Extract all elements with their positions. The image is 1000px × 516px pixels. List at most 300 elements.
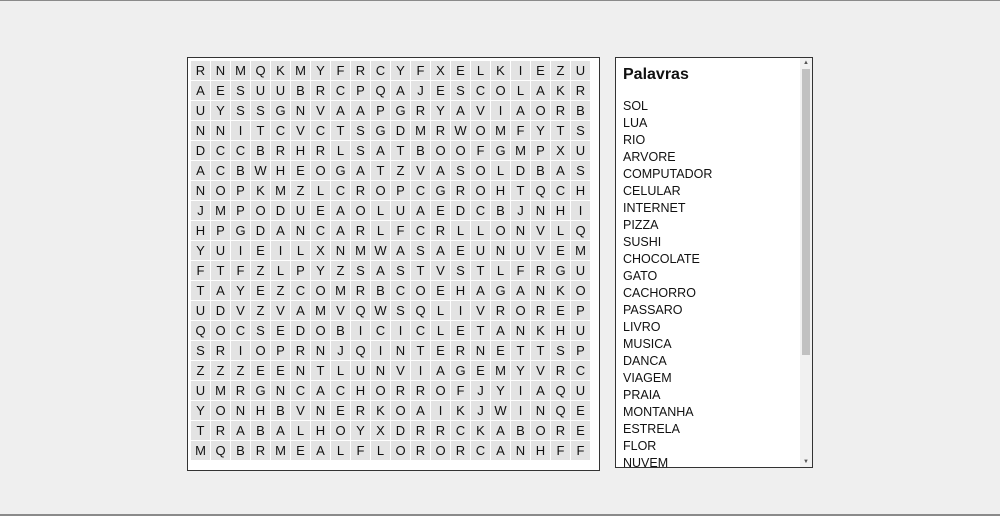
grid-cell[interactable]: V [471, 301, 490, 320]
grid-cell[interactable]: R [351, 401, 370, 420]
grid-cell[interactable]: G [491, 141, 510, 160]
grid-cell[interactable]: S [191, 341, 210, 360]
grid-cell[interactable]: V [391, 361, 410, 380]
grid-cell[interactable]: F [331, 61, 350, 80]
grid-cell[interactable]: A [491, 441, 510, 460]
grid-cell[interactable]: Z [271, 281, 290, 300]
grid-cell[interactable]: V [531, 241, 550, 260]
grid-cell[interactable]: R [411, 101, 430, 120]
grid-cell[interactable]: R [411, 421, 430, 440]
grid-cell[interactable]: R [571, 81, 590, 100]
grid-cell[interactable]: N [391, 341, 410, 360]
grid-cell[interactable]: L [331, 141, 350, 160]
grid-cell[interactable]: Y [351, 421, 370, 440]
grid-cell[interactable]: L [511, 81, 530, 100]
grid-cell[interactable]: I [571, 201, 590, 220]
grid-cell[interactable]: S [551, 341, 570, 360]
grid-cell[interactable]: A [351, 161, 370, 180]
grid-cell[interactable]: O [451, 141, 470, 160]
grid-cell[interactable]: T [411, 341, 430, 360]
grid-cell[interactable]: S [571, 161, 590, 180]
grid-cell[interactable]: E [291, 161, 310, 180]
grid-cell[interactable]: M [271, 181, 290, 200]
grid-cell[interactable]: N [191, 181, 210, 200]
grid-cell[interactable]: P [351, 81, 370, 100]
grid-cell[interactable]: O [211, 321, 230, 340]
grid-cell[interactable]: U [251, 81, 270, 100]
grid-cell[interactable]: H [551, 321, 570, 340]
grid-cell[interactable]: Z [211, 361, 230, 380]
grid-cell[interactable]: K [451, 401, 470, 420]
grid-cell[interactable]: E [551, 301, 570, 320]
grid-cell[interactable]: E [491, 341, 510, 360]
grid-cell[interactable]: R [191, 61, 210, 80]
grid-cell[interactable]: S [351, 121, 370, 140]
grid-cell[interactable]: D [291, 321, 310, 340]
grid-cell[interactable]: A [331, 101, 350, 120]
grid-cell[interactable]: Z [551, 61, 570, 80]
grid-cell[interactable]: Y [211, 101, 230, 120]
grid-cell[interactable]: Y [311, 261, 330, 280]
grid-cell[interactable]: A [271, 221, 290, 240]
grid-cell[interactable]: M [331, 281, 350, 300]
grid-cell[interactable]: R [211, 341, 230, 360]
grid-cell[interactable]: E [451, 241, 470, 260]
grid-cell[interactable]: A [391, 241, 410, 260]
grid-cell[interactable]: Q [411, 301, 430, 320]
grid-cell[interactable]: O [411, 281, 430, 300]
grid-cell[interactable]: A [491, 321, 510, 340]
grid-cell[interactable]: K [551, 81, 570, 100]
grid-cell[interactable]: R [451, 441, 470, 460]
grid-cell[interactable]: O [511, 301, 530, 320]
grid-cell[interactable]: E [471, 361, 490, 380]
grid-cell[interactable]: O [391, 441, 410, 460]
grid-cell[interactable]: I [231, 241, 250, 260]
grid-cell[interactable]: E [271, 321, 290, 340]
grid-cell[interactable]: O [311, 161, 330, 180]
grid-cell[interactable]: O [471, 161, 490, 180]
grid-cell[interactable]: A [351, 101, 370, 120]
grid-cell[interactable]: D [391, 421, 410, 440]
grid-cell[interactable]: V [471, 101, 490, 120]
grid-cell[interactable]: E [531, 61, 550, 80]
grid-cell[interactable]: F [471, 141, 490, 160]
grid-cell[interactable]: N [291, 361, 310, 380]
grid-cell[interactable]: Q [571, 221, 590, 240]
grid-cell[interactable]: L [431, 301, 450, 320]
grid-cell[interactable]: A [511, 101, 530, 120]
grid-cell[interactable]: R [351, 61, 370, 80]
grid-cell[interactable]: C [211, 141, 230, 160]
grid-cell[interactable]: K [371, 401, 390, 420]
grid-cell[interactable]: G [331, 161, 350, 180]
grid-cell[interactable]: H [451, 281, 470, 300]
grid-cell[interactable]: W [251, 161, 270, 180]
grid-cell[interactable]: O [251, 341, 270, 360]
grid-cell[interactable]: V [411, 161, 430, 180]
grid-cell[interactable]: P [211, 221, 230, 240]
grid-cell[interactable]: R [251, 441, 270, 460]
grid-cell[interactable]: E [431, 341, 450, 360]
grid-cell[interactable]: R [411, 441, 430, 460]
grid-cell[interactable]: U [351, 361, 370, 380]
grid-cell[interactable]: W [451, 121, 470, 140]
grid-cell[interactable]: L [291, 421, 310, 440]
grid-cell[interactable]: S [451, 81, 470, 100]
grid-cell[interactable]: Z [331, 261, 350, 280]
grid-cell[interactable]: R [351, 221, 370, 240]
grid-cell[interactable]: C [311, 221, 330, 240]
grid-cell[interactable]: J [331, 341, 350, 360]
grid-cell[interactable]: M [571, 241, 590, 260]
grid-cell[interactable]: B [231, 161, 250, 180]
grid-cell[interactable]: D [511, 161, 530, 180]
grid-cell[interactable]: O [351, 201, 370, 220]
grid-cell[interactable]: P [271, 341, 290, 360]
grid-cell[interactable]: F [571, 441, 590, 460]
grid-cell[interactable]: T [531, 341, 550, 360]
grid-cell[interactable]: E [251, 361, 270, 380]
grid-cell[interactable]: A [391, 81, 410, 100]
grid-cell[interactable]: B [271, 401, 290, 420]
grid-cell[interactable]: R [311, 81, 330, 100]
grid-cell[interactable]: S [231, 101, 250, 120]
grid-cell[interactable]: L [371, 201, 390, 220]
grid-cell[interactable]: A [311, 381, 330, 400]
grid-cell[interactable]: L [371, 221, 390, 240]
grid-cell[interactable]: I [351, 321, 370, 340]
grid-cell[interactable]: C [311, 121, 330, 140]
grid-cell[interactable]: N [231, 401, 250, 420]
grid-cell[interactable]: U [191, 381, 210, 400]
grid-cell[interactable]: A [291, 301, 310, 320]
grid-cell[interactable]: O [431, 381, 450, 400]
grid-cell[interactable]: A [371, 141, 390, 160]
grid-cell[interactable]: A [551, 161, 570, 180]
grid-cell[interactable]: C [571, 361, 590, 380]
grid-cell[interactable]: O [531, 421, 550, 440]
grid-cell[interactable]: E [431, 81, 450, 100]
grid-cell[interactable]: F [511, 121, 530, 140]
grid-cell[interactable]: A [451, 101, 470, 120]
grid-cell[interactable]: C [471, 81, 490, 100]
grid-cell[interactable]: Y [191, 241, 210, 260]
grid-cell[interactable]: G [271, 101, 290, 120]
grid-cell[interactable]: R [551, 421, 570, 440]
grid-cell[interactable]: C [211, 161, 230, 180]
grid-cell[interactable]: H [291, 141, 310, 160]
grid-cell[interactable]: K [471, 421, 490, 440]
grid-cell[interactable]: I [391, 321, 410, 340]
grid-cell[interactable]: B [531, 161, 550, 180]
grid-cell[interactable]: C [331, 81, 350, 100]
grid-cell[interactable]: V [231, 301, 250, 320]
grid-cell[interactable]: G [451, 361, 470, 380]
grid-cell[interactable]: I [231, 121, 250, 140]
grid-cell[interactable]: L [451, 221, 470, 240]
grid-cell[interactable]: U [291, 201, 310, 220]
grid-cell[interactable]: R [451, 341, 470, 360]
grid-cell[interactable]: X [311, 241, 330, 260]
grid-cell[interactable]: C [331, 181, 350, 200]
grid-cell[interactable]: C [411, 221, 430, 240]
grid-cell[interactable]: U [191, 301, 210, 320]
grid-cell[interactable]: S [451, 261, 470, 280]
grid-cell[interactable]: B [511, 421, 530, 440]
grid-cell[interactable]: O [471, 181, 490, 200]
grid-cell[interactable]: I [411, 361, 430, 380]
grid-cell[interactable]: G [551, 261, 570, 280]
grid-cell[interactable]: A [371, 261, 390, 280]
grid-cell[interactable]: O [431, 441, 450, 460]
grid-cell[interactable]: T [551, 121, 570, 140]
grid-cell[interactable]: T [211, 261, 230, 280]
grid-cell[interactable]: A [331, 221, 350, 240]
grid-cell[interactable]: P [231, 181, 250, 200]
grid-cell[interactable]: A [271, 421, 290, 440]
grid-cell[interactable]: T [471, 261, 490, 280]
grid-cell[interactable]: A [411, 201, 430, 220]
grid-cell[interactable]: V [291, 401, 310, 420]
grid-cell[interactable]: I [271, 241, 290, 260]
grid-cell[interactable]: X [371, 421, 390, 440]
grid-cell[interactable]: Q [551, 401, 570, 420]
grid-cell[interactable]: R [531, 301, 550, 320]
grid-cell[interactable]: Z [391, 161, 410, 180]
grid-cell[interactable]: K [531, 321, 550, 340]
grid-cell[interactable]: B [331, 321, 350, 340]
grid-cell[interactable]: F [451, 381, 470, 400]
grid-cell[interactable]: I [451, 301, 470, 320]
grid-cell[interactable]: U [511, 241, 530, 260]
grid-cell[interactable]: F [391, 221, 410, 240]
grid-cell[interactable]: N [531, 201, 550, 220]
grid-cell[interactable]: Q [551, 381, 570, 400]
grid-cell[interactable]: P [531, 141, 550, 160]
grid-cell[interactable]: M [351, 241, 370, 260]
grid-cell[interactable]: E [251, 241, 270, 260]
grid-cell[interactable]: B [251, 421, 270, 440]
grid-cell[interactable]: V [291, 121, 310, 140]
grid-cell[interactable]: L [331, 361, 350, 380]
grid-cell[interactable]: U [571, 261, 590, 280]
grid-cell[interactable]: V [311, 101, 330, 120]
grid-cell[interactable]: B [411, 141, 430, 160]
grid-cell[interactable]: R [451, 181, 470, 200]
grid-cell[interactable]: A [511, 281, 530, 300]
grid-cell[interactable]: O [391, 401, 410, 420]
grid-cell[interactable]: P [571, 301, 590, 320]
grid-cell[interactable]: Q [191, 321, 210, 340]
grid-cell[interactable]: D [191, 141, 210, 160]
grid-cell[interactable]: N [291, 221, 310, 240]
grid-cell[interactable]: O [571, 281, 590, 300]
grid-cell[interactable]: H [311, 421, 330, 440]
grid-cell[interactable]: R [431, 221, 450, 240]
grid-cell[interactable]: S [391, 261, 410, 280]
grid-cell[interactable]: J [191, 201, 210, 220]
grid-cell[interactable]: D [211, 301, 230, 320]
grid-cell[interactable]: M [211, 201, 230, 220]
grid-cell[interactable]: O [471, 121, 490, 140]
grid-cell[interactable]: K [271, 61, 290, 80]
grid-cell[interactable]: B [291, 81, 310, 100]
grid-cell[interactable]: P [371, 101, 390, 120]
grid-cell[interactable]: V [531, 221, 550, 240]
grid-cell[interactable]: L [431, 321, 450, 340]
grid-cell[interactable]: H [551, 201, 570, 220]
grid-cell[interactable]: W [371, 241, 390, 260]
grid-cell[interactable]: E [291, 441, 310, 460]
grid-cell[interactable]: J [511, 201, 530, 220]
grid-cell[interactable]: L [471, 221, 490, 240]
grid-cell[interactable]: L [311, 181, 330, 200]
grid-cell[interactable]: H [271, 161, 290, 180]
grid-cell[interactable]: U [571, 61, 590, 80]
grid-cell[interactable]: U [391, 201, 410, 220]
grid-cell[interactable]: N [531, 401, 550, 420]
grid-cell[interactable]: Z [251, 261, 270, 280]
grid-cell[interactable]: N [311, 401, 330, 420]
grid-cell[interactable]: O [211, 401, 230, 420]
grid-cell[interactable]: O [531, 101, 550, 120]
grid-cell[interactable]: N [491, 241, 510, 260]
grid-cell[interactable]: A [331, 201, 350, 220]
grid-cell[interactable]: T [311, 361, 330, 380]
grid-cell[interactable]: V [271, 301, 290, 320]
grid-cell[interactable]: Y [431, 101, 450, 120]
grid-cell[interactable]: V [331, 301, 350, 320]
grid-cell[interactable]: E [571, 421, 590, 440]
grid-cell[interactable]: O [491, 221, 510, 240]
grid-cell[interactable]: A [491, 421, 510, 440]
grid-cell[interactable]: J [471, 401, 490, 420]
grid-cell[interactable]: B [231, 441, 250, 460]
grid-cell[interactable]: R [531, 261, 550, 280]
grid-cell[interactable]: S [391, 301, 410, 320]
grid-cell[interactable]: Y [491, 381, 510, 400]
grid-cell[interactable]: E [451, 321, 470, 340]
grid-cell[interactable]: T [511, 341, 530, 360]
grid-cell[interactable]: I [511, 61, 530, 80]
grid-cell[interactable]: E [211, 81, 230, 100]
grid-cell[interactable]: A [531, 381, 550, 400]
grid-cell[interactable]: L [471, 61, 490, 80]
grid-cell[interactable]: Y [311, 61, 330, 80]
grid-cell[interactable]: L [271, 261, 290, 280]
grid-cell[interactable]: S [351, 261, 370, 280]
grid-cell[interactable]: N [371, 361, 390, 380]
grid-cell[interactable]: B [251, 141, 270, 160]
scrollbar-thumb[interactable] [802, 69, 810, 355]
grid-cell[interactable]: C [231, 321, 250, 340]
grid-cell[interactable]: J [411, 81, 430, 100]
grid-cell[interactable]: A [231, 421, 250, 440]
grid-cell[interactable]: G [391, 101, 410, 120]
grid-cell[interactable]: G [371, 121, 390, 140]
grid-cell[interactable]: O [311, 321, 330, 340]
grid-cell[interactable]: E [251, 281, 270, 300]
grid-cell[interactable]: T [331, 121, 350, 140]
grid-cell[interactable]: D [391, 121, 410, 140]
grid-cell[interactable]: M [271, 441, 290, 460]
grid-cell[interactable]: H [351, 381, 370, 400]
grid-cell[interactable]: O [371, 181, 390, 200]
grid-cell[interactable]: R [551, 101, 570, 120]
grid-cell[interactable]: D [271, 201, 290, 220]
scroll-down-icon[interactable]: ▼ [803, 459, 809, 465]
grid-cell[interactable]: C [291, 381, 310, 400]
grid-cell[interactable]: N [511, 441, 530, 460]
word-list-panel[interactable] [615, 57, 813, 468]
grid-cell[interactable]: H [191, 221, 210, 240]
grid-cell[interactable]: N [211, 61, 230, 80]
grid-cell[interactable]: N [331, 241, 350, 260]
grid-cell[interactable]: I [491, 101, 510, 120]
grid-cell[interactable]: U [271, 81, 290, 100]
grid-cell[interactable]: N [191, 121, 210, 140]
grid-cell[interactable]: C [411, 181, 430, 200]
grid-cell[interactable]: R [431, 421, 450, 440]
grid-cell[interactable]: V [531, 361, 550, 380]
grid-cell[interactable]: S [351, 141, 370, 160]
grid-cell[interactable]: X [551, 141, 570, 160]
grid-cell[interactable]: B [491, 201, 510, 220]
grid-cell[interactable]: S [251, 321, 270, 340]
grid-cell[interactable]: T [251, 121, 270, 140]
scroll-up-icon[interactable]: ▲ [803, 60, 809, 66]
grid-cell[interactable]: A [311, 441, 330, 460]
grid-cell[interactable]: M [231, 61, 250, 80]
grid-cell[interactable]: N [511, 321, 530, 340]
grid-cell[interactable]: H [251, 401, 270, 420]
grid-cell[interactable]: F [351, 441, 370, 460]
grid-cell[interactable]: Q [351, 341, 370, 360]
grid-cell[interactable]: K [251, 181, 270, 200]
grid-cell[interactable]: M [211, 381, 230, 400]
grid-cell[interactable]: F [551, 441, 570, 460]
grid-cell[interactable]: L [331, 441, 350, 460]
grid-cell[interactable]: Y [391, 61, 410, 80]
grid-cell[interactable]: M [411, 121, 430, 140]
grid-cell[interactable]: B [571, 101, 590, 120]
grid-cell[interactable]: Q [531, 181, 550, 200]
grid-cell[interactable]: M [491, 121, 510, 140]
grid-cell[interactable]: M [311, 301, 330, 320]
grid-cell[interactable]: P [231, 201, 250, 220]
grid-cell[interactable]: E [271, 361, 290, 380]
grid-cell[interactable]: T [511, 181, 530, 200]
grid-cell[interactable]: R [391, 381, 410, 400]
grid-cell[interactable]: Z [251, 301, 270, 320]
grid-cell[interactable]: O [491, 81, 510, 100]
grid-cell[interactable]: T [411, 261, 430, 280]
grid-cell[interactable]: Z [231, 361, 250, 380]
grid-cell[interactable]: L [371, 441, 390, 460]
grid-cell[interactable]: A [191, 161, 210, 180]
grid-cell[interactable]: R [271, 141, 290, 160]
grid-cell[interactable]: R [431, 121, 450, 140]
grid-cell[interactable]: J [471, 381, 490, 400]
word-list-scrollbar[interactable] [800, 58, 812, 467]
grid-cell[interactable]: A [431, 361, 450, 380]
grid-cell[interactable]: Z [291, 181, 310, 200]
grid-cell[interactable]: Q [251, 61, 270, 80]
grid-cell[interactable]: U [211, 241, 230, 260]
grid-cell[interactable]: S [251, 101, 270, 120]
grid-cell[interactable]: U [571, 321, 590, 340]
